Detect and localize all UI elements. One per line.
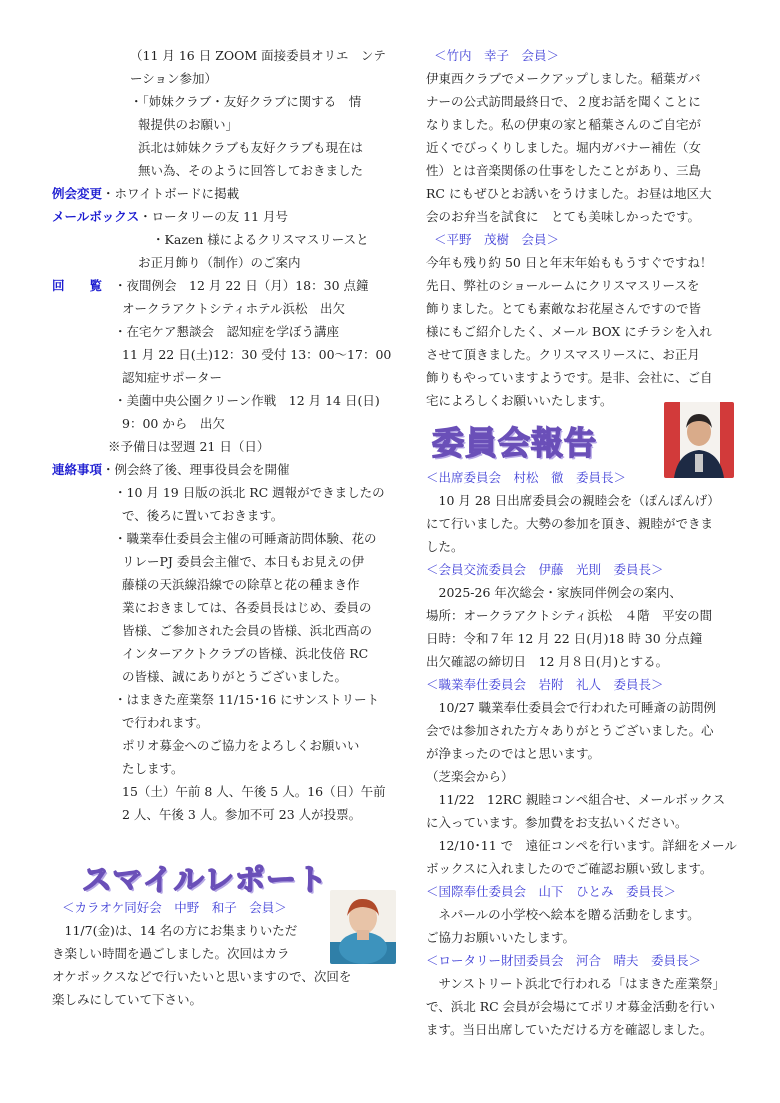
member-title-takeuchi: ＜竹内 幸子 会員＞ [434,48,560,63]
kairan-line: ・在宅ケア懇談会 認知症を学ぼう講座 [114,324,340,339]
committee-line: ボックスに入れましたのでご確認お願い致します。 [426,861,713,876]
text-line: 宅によろしくお願いいたします。 [426,393,613,408]
committee-report-heading: 委員会報告 [432,424,598,462]
committee-title: ＜国際奉仕委員会 山下 ひとみ 委員長＞ [426,884,677,899]
kairan-label: 回 覧 [52,278,103,293]
mailbox-line: ・ロータリーの友 11 月号 [139,209,288,224]
text-line: 飾りもやっていますようです。是非、会社に、ご自 [426,370,713,385]
committee-line: に入っています。参加費をお支払いください。 [426,815,688,830]
text-line: させて頂きました。クリスマスリースに、お正月 [426,347,700,362]
renraku-line: 業におきましては、各委員長はじめ、委員の [122,600,372,615]
mailbox-line: ・Kazen 様によるクリスマスリースと [152,232,369,247]
renraku-line: 15（土）午前 8 人、午後 5 人。16（日）午前 [122,784,386,799]
member-title-hirano: ＜平野 茂樹 会員＞ [434,232,560,247]
committee-line: ご協力お願いいたします。 [426,930,576,945]
text-line: ーション参加） [130,71,218,86]
committee-line: 11/22 12RC 親睦コンペ組合せ、メールボックス [426,792,726,807]
committee-title: ＜会員交流委員会 伊藤 光則 委員長＞ [426,562,664,577]
smile-line: き楽しい時間を過ごしました。次回はカラ [52,946,290,961]
text-line: RC にもぜひとお誘いをうけました。お昼は地区大 [426,186,712,201]
text-line: なりました。私の伊東の家と稲葉さんのご自宅が [426,117,702,132]
committee-line: した。 [426,539,464,554]
committee-line: にて行いました。大勢の参加を頂き、親睦ができま [426,516,714,531]
committee-line: 12/10･11 で 遠征コンペを行います。詳細をメール [426,838,737,853]
text-line: 報提供のお願い」 [138,117,239,132]
smile-line: 11/7(金)は、14 名の方にお集まりいただ [52,923,298,938]
renraku-line: リレーPJ 委員会主催で、本日もお見えの伊 [122,554,365,569]
right-column [426,44,756,412]
renraku-line: で行われます。 [122,715,209,730]
renraku-line: ・職業奉仕委員会主催の可睡斎訪問体験、花の [114,531,377,546]
renraku-line: ・はまきた産業祭 11/15･16 にサンストリート [114,692,380,707]
renraku-row [52,458,392,481]
kairan-line: ・美薗中央公園クリーン作戦 12 月 14 日(日) [114,393,380,408]
committee-line: 会では参加された方々ありがとうございました。心 [426,723,714,738]
text-line: 先日、弊社のショールームにクリスマスリースを [426,278,700,293]
committee-line: 10 月 28 日出席委員会の親睦会を（ぽんぽんげ） [426,493,720,508]
renraku-line: で、後ろに置いておきます。 [122,508,284,523]
mailbox-label: メールボックス [52,209,140,224]
committee-section [426,466,756,1041]
smile-member-title: ＜カラオケ同好会 中野 和子 会員＞ [62,900,287,915]
reikai-row [52,182,392,205]
committee-title: ＜職業奉仕委員会 岩附 礼人 委員長＞ [426,677,664,692]
member-photo-nakano [330,890,396,964]
smile-line: オケボックスなどで行いたいと思いますので、次回を [52,969,352,984]
text-line: ・「姉妹クラブ・友好クラブに関する 情 [130,94,362,109]
committee-title: ＜ロータリー財団委員会 河合 晴夫 委員長＞ [426,953,702,968]
text-line: 無い為、そのように回答しておきました [138,163,364,178]
smile-report-heading: スマイルレポート [82,863,329,898]
kairan-line: 認知症サポーター [122,370,223,385]
renraku-line: ・例会終了後、理事役員会を開催 [102,462,290,477]
kairan-line: ・夜間例会 12 月 22 日（月）18：30 点鐘 [114,278,369,293]
renraku-line: 皆様、ご参加された会員の皆様、浜北西高の [122,623,373,638]
text-line: 様にもご紹介したく、メール BOX にチラシを入れ [426,324,712,339]
text-line: 性）とは音楽関係の仕事をしたことがあり、三島 [426,163,702,178]
kairan-line: 9：00 から 出欠 [122,416,225,431]
kairan-line: ※予備日は翌週 21 日（日） [108,439,270,454]
text-line: （11 月 16 日 ZOOM 面接委員オリエ ンテ [130,48,386,63]
committee-line: （芝楽会から） [426,769,514,784]
committee-line: 場所：オークラアクトシティ浜松 ４階 平安の間 [426,608,713,623]
reikai-text: ・ホワイトボードに掲載 [102,186,240,201]
committee-line: ネパールの小学校へ絵本を贈る活動をします。 [426,907,700,922]
text-line: 伊東西クラブでメークアップしました。稲葉ガバ [426,71,701,86]
text-line: 飾りました。とても素敵なお花屋さんですので皆 [426,301,702,316]
committee-line: ます。当日出席していただける方を確認しました。 [426,1022,713,1037]
committee-line: 10/27 職業奉仕委員会で行われた可睡斎の訪問例 [426,700,716,715]
kairan-row [52,274,392,297]
committee-line: サンストリート浜北で行われる「はまきた産業祭」 [426,976,726,991]
text-line: 近くでびっくりしました。堀内ガバナー補佐（女 [426,140,702,155]
committee-line: が浄まったのではと思います。 [426,746,601,761]
renraku-line: 2 人、午後 3 人。参加不可 23 人が投票。 [122,807,362,822]
mailbox-row [52,205,392,228]
renraku-line: ・10 月 19 日版の浜北 RC 週報ができましたの [114,485,385,500]
reikai-label: 例会変更 [52,186,103,201]
smile-line: 楽しみにしていて下さい。 [52,992,203,1007]
renraku-line: たします。 [122,761,184,776]
mailbox-line: お正月飾り（制作）のご案内 [138,255,301,270]
committee-line: 日時：令和７年 12 月 22 日(月)18 時 30 分点鐘 [426,631,703,646]
committee-line: 出欠確認の締切日 12 月８日(月)とする。 [426,654,669,669]
text-line: ナーの公式訪問最終日で、２度お話を聞くことに [426,94,701,109]
text-line: 浜北は姉妹クラブも友好クラブも現在は [138,140,364,155]
kairan-line: 11 月 22 日(土)12：30 受付 13：00～17：00 [122,347,392,362]
text-line: 今年も残り約 50 日と年末年始ももうすぐですね！ [426,255,713,270]
committee-line: 2025-26 年次総会・家族同伴例会の案内、 [426,585,682,600]
renraku-line: インターアクトクラブの皆様、浜北伎倍 RC [122,646,369,661]
left-column [52,44,392,826]
kairan-line: オークラアクトシティホテル浜松 出欠 [122,301,346,316]
renraku-line: 藤様の天浜線沿線での除草と花の種まき作 [122,577,360,592]
renraku-label: 連絡事項 [52,462,103,477]
text-line: 会のお弁当を試食に とても美味しかったです。 [426,209,701,224]
committee-line: で、浜北 RC 会員が会場にてポリオ募金活動を行い [426,999,716,1014]
renraku-line: ポリオ募金へのご協力をよろしくお願いい [122,738,360,753]
committee-title: ＜出席委員会 村松 徹 委員長＞ [426,470,627,485]
renraku-line: の皆様、誠にありがとうございました。 [122,669,348,684]
